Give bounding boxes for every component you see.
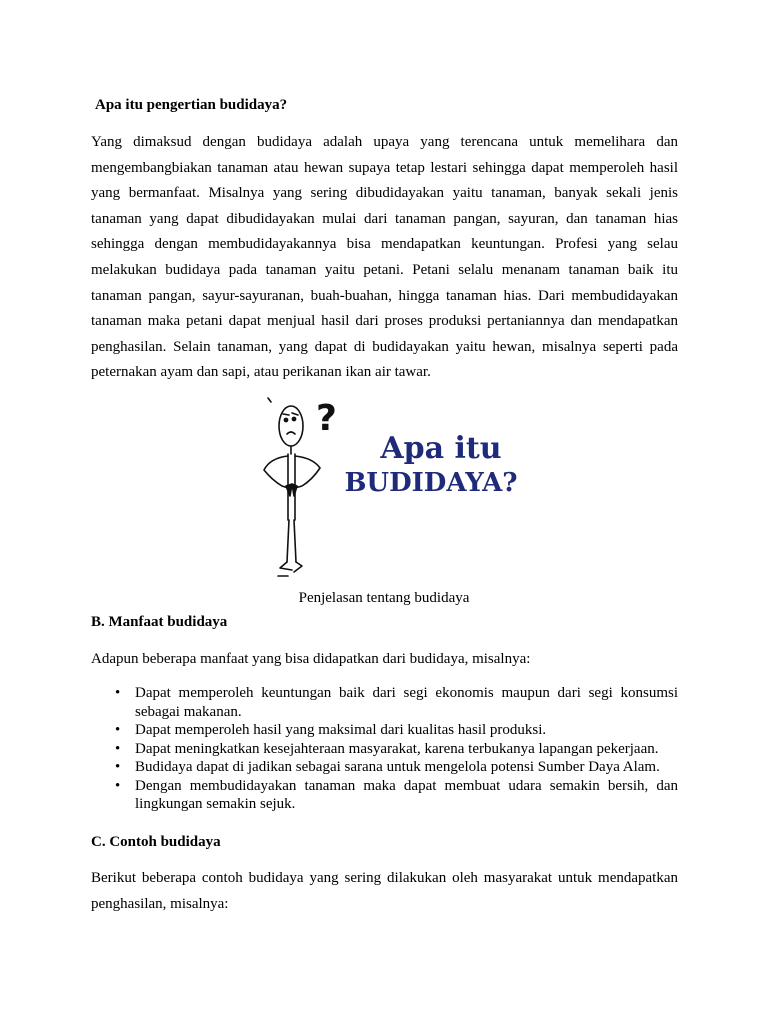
paragraph-contoh: Berikut beberapa contoh budidaya yang sering dilakukan oleh masyarakat untuk mendapatkan penghasilan, misalnya:	[91, 870, 678, 912]
bullet-icon: •	[115, 759, 121, 775]
figure-title-line-1: Apa itu	[380, 431, 502, 466]
figure-right-leg	[294, 520, 296, 562]
bullet-icon: •	[115, 777, 121, 794]
list-item: • Dengan membudidayakan tanaman maka dapat membuat udara semakin bersih, dan lingkungan semakin sejuk.	[115, 777, 678, 812]
figure-left-arm	[264, 456, 288, 488]
figure-left-leg	[287, 520, 289, 562]
list-item: • Dapat meningkatkan kesejahteraan masyarakat, karena terbukanya lapangan pekerjaan.	[115, 740, 659, 757]
benefits-list	[91, 684, 678, 814]
figure-head	[279, 406, 303, 446]
list-item: • Dapat memperoleh hasil yang maksimal dari kualitas hasil produksi.	[115, 722, 547, 738]
heading-pengertian: Apa itu pengertian budidaya?	[95, 97, 288, 113]
paragraph-pengertian: Yang dimaksud dengan budidaya adalah upaya yang terencana untuk memelihara dan mengembangbiakan tanaman atau hewan supaya tetap lestari sehingga dapat memperoleh hasil yang bermanfaat. Misalnya yang sering dibudidayakan yaitu tanaman, banyak sekali jenis tanaman yang dapat dibudidayakan mulai dari tanaman pangan, sayuran, dan tanaman hias sehingga dengan membudidayakannya bisa mendapatkan keuntungan. Profesi yang selau melakukan budidaya pada tanaman yaitu petani. Petani selalu menanam tanaman baik itu tanaman pangan, sayur-sayuranan, buah-buahan, hingga tanaman hias. Dari membudidayakan tanaman maka petani dapat menjual hasil dari proses produksi pertaniannya dan mendapatkan penghasilan. Selain tanaman, yang dapat di budidayakan yaitu hewan, misalnya seperti pada peternakan ayam dan sapi, atau perikanan ikan air tawar.	[91, 134, 678, 381]
figure-title-line-2: BUDIDAYA?	[344, 467, 518, 498]
bullet-icon: •	[115, 722, 121, 738]
figure-right-arm	[295, 456, 320, 488]
bullet-icon: •	[115, 740, 121, 757]
figure-title	[331, 432, 531, 498]
figure-caption: Penjelasan tentang budidaya	[298, 590, 470, 606]
list-item: • Dapat memperoleh keuntungan baik dari segi ekonomis maupun dari segi konsumsi sebagai makanan.	[115, 685, 678, 720]
heading-manfaat: B. Manfaat budidaya	[91, 614, 228, 630]
list-item: • Budidaya dapat di jadikan sebagai sarana untuk mengelola potensi Sumber Daya Alam.	[115, 759, 660, 775]
question-mark-icon: ?	[316, 398, 337, 439]
paragraph-manfaat: Adapun beberapa manfaat yang bisa didapatkan dari budidaya, misalnya:	[91, 651, 531, 667]
tick-mark	[268, 398, 271, 402]
bullet-icon: •	[115, 685, 121, 701]
heading-contoh: C. Contoh budidaya	[91, 834, 221, 850]
